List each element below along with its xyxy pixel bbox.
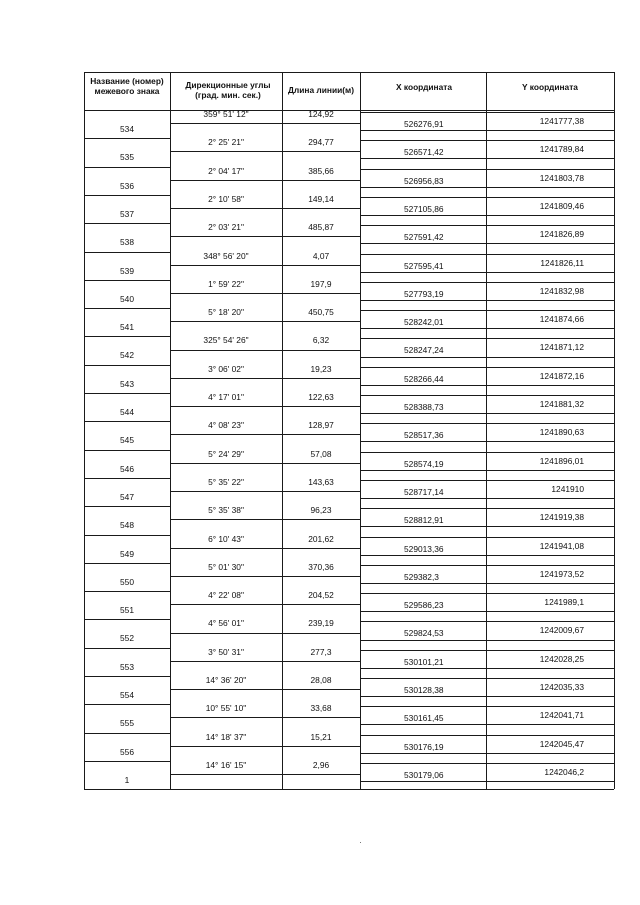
y-coordinate: 1241871,12 bbox=[539, 342, 584, 353]
line-length: 385,66 bbox=[308, 165, 334, 176]
coord-row-border bbox=[360, 621, 614, 622]
point-name: 544 bbox=[120, 407, 134, 417]
point-name: 542 bbox=[120, 350, 134, 361]
x-coordinate: 530161,45 bbox=[404, 713, 444, 724]
coord-row-border bbox=[360, 735, 614, 736]
line-length: 277,3 bbox=[310, 646, 332, 657]
segment-row-border bbox=[170, 378, 360, 379]
line-length: 294,77 bbox=[308, 137, 334, 148]
direction-angle: 4° 17' 01" bbox=[208, 392, 244, 402]
segment-row-border bbox=[170, 293, 360, 294]
header-length: Длина линии(м) bbox=[287, 85, 355, 95]
y-coordinate: 1241809,46 bbox=[539, 200, 584, 211]
y-coordinate: 1241826,11 bbox=[540, 257, 584, 268]
segment-row-border bbox=[170, 350, 360, 351]
line-length: 15,21 bbox=[310, 731, 332, 742]
name-row-border bbox=[84, 733, 170, 734]
line-length: 201,62 bbox=[308, 533, 334, 544]
y-coordinate: 1242009,67 bbox=[539, 625, 584, 636]
line-length: 239,19 bbox=[308, 618, 334, 629]
x-coordinate: 527793,19 bbox=[404, 288, 444, 299]
column-border bbox=[360, 72, 361, 789]
line-length: 96,23 bbox=[310, 505, 332, 516]
direction-angle: 5° 35' 22" bbox=[208, 476, 244, 487]
segment-row-border bbox=[170, 576, 360, 577]
line-length: 124,92 bbox=[308, 109, 334, 119]
coord-row-border bbox=[360, 470, 614, 471]
x-coordinate: 528266,44 bbox=[404, 373, 444, 384]
point-name: 554 bbox=[120, 690, 134, 700]
name-row-border bbox=[84, 195, 170, 196]
x-coordinate: 526571,42 bbox=[404, 147, 444, 158]
header-x: X координата bbox=[395, 82, 453, 92]
direction-angle: 5° 24' 29" bbox=[208, 448, 244, 459]
direction-angle: 348° 56' 20" bbox=[203, 250, 249, 261]
table-top-border bbox=[84, 72, 614, 73]
y-coordinate: 1241890,63 bbox=[539, 427, 584, 438]
point-name: 552 bbox=[120, 633, 134, 644]
segment-row-border bbox=[170, 689, 360, 690]
point-name: 545 bbox=[120, 435, 134, 446]
segment-row-border bbox=[170, 265, 360, 266]
point-name: 546 bbox=[120, 463, 134, 474]
coord-row-border bbox=[360, 706, 614, 707]
x-coordinate: 527105,86 bbox=[404, 203, 444, 214]
coord-row-border bbox=[360, 583, 614, 584]
name-row-border bbox=[84, 252, 170, 253]
segment-row-border bbox=[170, 463, 360, 464]
x-coordinate: 529586,23 bbox=[404, 600, 444, 611]
line-length: 128,97 bbox=[308, 420, 334, 431]
y-coordinate: 1242046,2 bbox=[544, 766, 584, 777]
y-coordinate: 1241872,16 bbox=[539, 370, 584, 381]
y-coordinate: 1242045,47 bbox=[539, 738, 584, 749]
x-coordinate: 529013,36 bbox=[404, 543, 444, 554]
line-length: 450,75 bbox=[308, 307, 334, 318]
direction-angle: 5° 35' 38" bbox=[208, 505, 244, 516]
direction-angle: 2° 03' 21" bbox=[208, 222, 244, 233]
name-row-border bbox=[84, 506, 170, 507]
coord-row-border bbox=[360, 357, 614, 358]
x-coordinate: 527591,42 bbox=[404, 232, 444, 243]
coord-row-border bbox=[360, 678, 614, 679]
coord-row-border bbox=[360, 724, 614, 725]
line-length: 197,9 bbox=[310, 278, 332, 289]
segment-row-border bbox=[170, 151, 360, 152]
name-row-border bbox=[84, 421, 170, 422]
point-name: 548 bbox=[120, 520, 134, 531]
coord-row-border bbox=[360, 282, 614, 283]
y-coordinate: 1241919,38 bbox=[539, 512, 584, 523]
x-coordinate: 529382,3 bbox=[404, 571, 439, 582]
direction-angle: 14° 36' 20" bbox=[205, 675, 247, 685]
direction-angle: 14° 16' 15" bbox=[205, 759, 247, 770]
name-row-border bbox=[84, 761, 170, 762]
point-name: 550 bbox=[120, 576, 134, 587]
y-coordinate: 1241803,78 bbox=[539, 172, 584, 183]
coord-row-border bbox=[360, 395, 614, 396]
column-border bbox=[84, 72, 85, 789]
coord-row-border bbox=[360, 328, 614, 329]
coord-row-border bbox=[360, 197, 614, 198]
segment-row-border bbox=[170, 406, 360, 407]
segment-row-border bbox=[170, 123, 360, 124]
segment-row-border bbox=[170, 236, 360, 237]
header-name: Название (номер) межевого знака bbox=[90, 76, 164, 96]
line-length: 33,68 bbox=[310, 703, 332, 714]
y-coordinate: 1241941,08 bbox=[539, 540, 584, 551]
x-coordinate: 528247,24 bbox=[404, 345, 444, 356]
point-name: 537 bbox=[120, 208, 134, 219]
y-coordinate: 1241874,66 bbox=[539, 314, 584, 325]
scan-speck bbox=[360, 842, 361, 843]
coord-row-border bbox=[360, 650, 614, 651]
line-length: 149,14 bbox=[308, 193, 334, 204]
coord-row-border bbox=[360, 300, 614, 301]
coord-row-border bbox=[360, 338, 614, 339]
direction-angle: 2° 25' 21" bbox=[208, 137, 244, 148]
name-row-border bbox=[84, 393, 170, 394]
coord-row-border bbox=[360, 781, 614, 782]
segment-row-border bbox=[170, 774, 360, 775]
coord-row-border bbox=[360, 158, 614, 159]
point-name: 1 bbox=[124, 774, 130, 785]
point-name: 539 bbox=[120, 265, 134, 276]
direction-angle: 5° 18' 20" bbox=[208, 307, 244, 318]
y-coordinate: 1241881,32 bbox=[539, 399, 584, 409]
coord-row-border bbox=[360, 668, 614, 669]
name-row-border bbox=[84, 619, 170, 620]
coord-row-border bbox=[360, 480, 614, 481]
coord-row-border bbox=[360, 254, 614, 255]
line-length: 4,07 bbox=[312, 250, 330, 261]
x-coordinate: 530101,21 bbox=[404, 656, 444, 667]
x-coordinate: 529824,53 bbox=[404, 628, 444, 639]
coord-row-border bbox=[360, 593, 614, 594]
segment-row-border bbox=[170, 434, 360, 435]
direction-angle: 2° 10' 58" bbox=[208, 193, 244, 204]
coord-row-border bbox=[360, 565, 614, 566]
coord-row-border bbox=[360, 225, 614, 226]
coord-row-border bbox=[360, 452, 614, 453]
coord-row-border bbox=[360, 187, 614, 188]
coord-row-border bbox=[360, 537, 614, 538]
y-coordinate: 1241832,98 bbox=[539, 285, 584, 296]
name-row-border bbox=[84, 648, 170, 649]
direction-angle: 2° 04' 17" bbox=[208, 165, 244, 176]
point-name: 549 bbox=[120, 548, 134, 559]
line-length: 6,32 bbox=[312, 335, 330, 346]
coord-row-border bbox=[360, 130, 614, 131]
coord-row-border bbox=[360, 169, 614, 170]
x-coordinate: 526276,91 bbox=[404, 119, 444, 129]
coord-row-border bbox=[360, 385, 614, 386]
segment-row-border bbox=[170, 208, 360, 209]
segment-row-border bbox=[170, 548, 360, 549]
y-coordinate: 1241910 bbox=[551, 483, 584, 494]
point-name: 556 bbox=[120, 746, 134, 757]
x-coordinate: 528717,14 bbox=[404, 486, 444, 497]
coord-row-border bbox=[360, 753, 614, 754]
point-name: 534 bbox=[120, 124, 134, 134]
line-length: 19,23 bbox=[310, 363, 332, 374]
coord-row-border bbox=[360, 441, 614, 442]
segment-row-border bbox=[170, 661, 360, 662]
line-length: 204,52 bbox=[308, 590, 334, 601]
direction-angle: 1° 59' 22" bbox=[208, 278, 244, 289]
name-row-border bbox=[84, 223, 170, 224]
coord-row-border bbox=[360, 640, 614, 641]
x-coordinate: 528388,73 bbox=[404, 402, 444, 412]
direction-angle: 4° 22' 08" bbox=[208, 590, 244, 601]
point-name: 547 bbox=[120, 491, 134, 502]
coord-row-border bbox=[360, 367, 614, 368]
y-coordinate: 1241973,52 bbox=[539, 568, 584, 579]
segment-row-border bbox=[170, 321, 360, 322]
coord-row-border bbox=[360, 555, 614, 556]
direction-angle: 5° 01' 30" bbox=[208, 561, 244, 572]
name-row-border bbox=[84, 167, 170, 168]
direction-angle: 3° 50' 31" bbox=[208, 646, 244, 657]
coord-row-border bbox=[360, 112, 614, 113]
line-length: 57,08 bbox=[310, 448, 332, 459]
name-row-border bbox=[84, 336, 170, 337]
y-coordinate: 1242035,33 bbox=[539, 682, 584, 692]
y-coordinate: 1241896,01 bbox=[539, 455, 584, 466]
point-name: 536 bbox=[120, 180, 134, 191]
x-coordinate: 528242,01 bbox=[404, 317, 444, 328]
header-y: Y координата bbox=[522, 82, 578, 92]
line-length: 143,63 bbox=[308, 476, 334, 487]
point-name: 540 bbox=[120, 293, 134, 304]
name-row-border bbox=[84, 308, 170, 309]
coord-row-border bbox=[360, 763, 614, 764]
name-row-border bbox=[84, 591, 170, 592]
x-coordinate: 528574,19 bbox=[404, 458, 444, 469]
y-coordinate: 1242028,25 bbox=[539, 653, 584, 664]
header-angles: Дирекционные углы (град. мин. сек.) bbox=[185, 80, 271, 100]
point-name: 553 bbox=[120, 661, 134, 672]
line-length: 122,63 bbox=[308, 392, 334, 402]
name-row-border bbox=[84, 280, 170, 281]
direction-angle: 359° 51' 12" bbox=[203, 109, 249, 119]
coord-row-border bbox=[360, 140, 614, 141]
x-coordinate: 528812,91 bbox=[404, 515, 444, 526]
direction-angle: 10° 55' 10" bbox=[205, 703, 247, 714]
y-coordinate: 1241826,89 bbox=[539, 229, 584, 240]
table-bottom-border bbox=[84, 789, 614, 790]
point-name: 551 bbox=[120, 605, 134, 616]
y-coordinate: 1241989,1 bbox=[544, 597, 584, 608]
coord-row-border bbox=[360, 508, 614, 509]
point-name: 535 bbox=[120, 152, 134, 163]
name-row-border bbox=[84, 450, 170, 451]
direction-angle: 14° 18' 37" bbox=[205, 731, 247, 742]
x-coordinate: 528517,36 bbox=[404, 430, 444, 441]
x-coordinate: 527595,41 bbox=[404, 260, 444, 271]
coord-row-border bbox=[360, 243, 614, 244]
segment-row-border bbox=[170, 746, 360, 747]
coord-row-border bbox=[360, 611, 614, 612]
coord-row-border bbox=[360, 498, 614, 499]
name-row-border bbox=[84, 676, 170, 677]
line-length: 370,36 bbox=[308, 561, 334, 572]
coord-row-border bbox=[360, 526, 614, 527]
direction-angle: 4° 56' 01" bbox=[208, 618, 244, 629]
point-name: 538 bbox=[120, 237, 134, 248]
y-coordinate: 1242041,71 bbox=[539, 710, 584, 721]
x-coordinate: 526956,83 bbox=[404, 175, 444, 186]
segment-row-border bbox=[170, 180, 360, 181]
coord-row-border bbox=[360, 423, 614, 424]
x-coordinate: 530128,38 bbox=[404, 685, 444, 695]
coord-row-border bbox=[360, 310, 614, 311]
coord-row-border bbox=[360, 696, 614, 697]
segment-row-border bbox=[170, 717, 360, 718]
y-coordinate: 1241789,84 bbox=[539, 144, 584, 155]
direction-angle: 3° 06' 02" bbox=[208, 363, 244, 374]
coord-row-border bbox=[360, 413, 614, 414]
point-name: 541 bbox=[120, 322, 134, 333]
point-name: 543 bbox=[120, 378, 134, 389]
point-name: 555 bbox=[120, 718, 134, 729]
direction-angle: 325° 54' 26" bbox=[203, 335, 249, 346]
x-coordinate: 530176,19 bbox=[404, 741, 444, 752]
coord-row-border bbox=[360, 272, 614, 273]
name-row-border bbox=[84, 535, 170, 536]
name-row-border bbox=[84, 138, 170, 139]
line-length: 485,87 bbox=[308, 222, 334, 233]
name-row-border bbox=[84, 478, 170, 479]
segment-row-border bbox=[170, 519, 360, 520]
line-length: 2,96 bbox=[312, 759, 330, 770]
name-row-border bbox=[84, 563, 170, 564]
direction-angle: 4° 08' 23" bbox=[208, 420, 244, 431]
coord-row-border bbox=[360, 215, 614, 216]
segment-row-border bbox=[170, 633, 360, 634]
column-border bbox=[614, 72, 615, 789]
segment-row-border bbox=[170, 491, 360, 492]
name-row-border bbox=[84, 704, 170, 705]
y-coordinate: 1241777,38 bbox=[539, 116, 584, 126]
name-row-border bbox=[84, 365, 170, 366]
segment-row-border bbox=[170, 604, 360, 605]
line-length: 28,08 bbox=[310, 675, 332, 685]
x-coordinate: 530179,06 bbox=[404, 769, 444, 780]
direction-angle: 6° 10' 43" bbox=[208, 533, 244, 544]
